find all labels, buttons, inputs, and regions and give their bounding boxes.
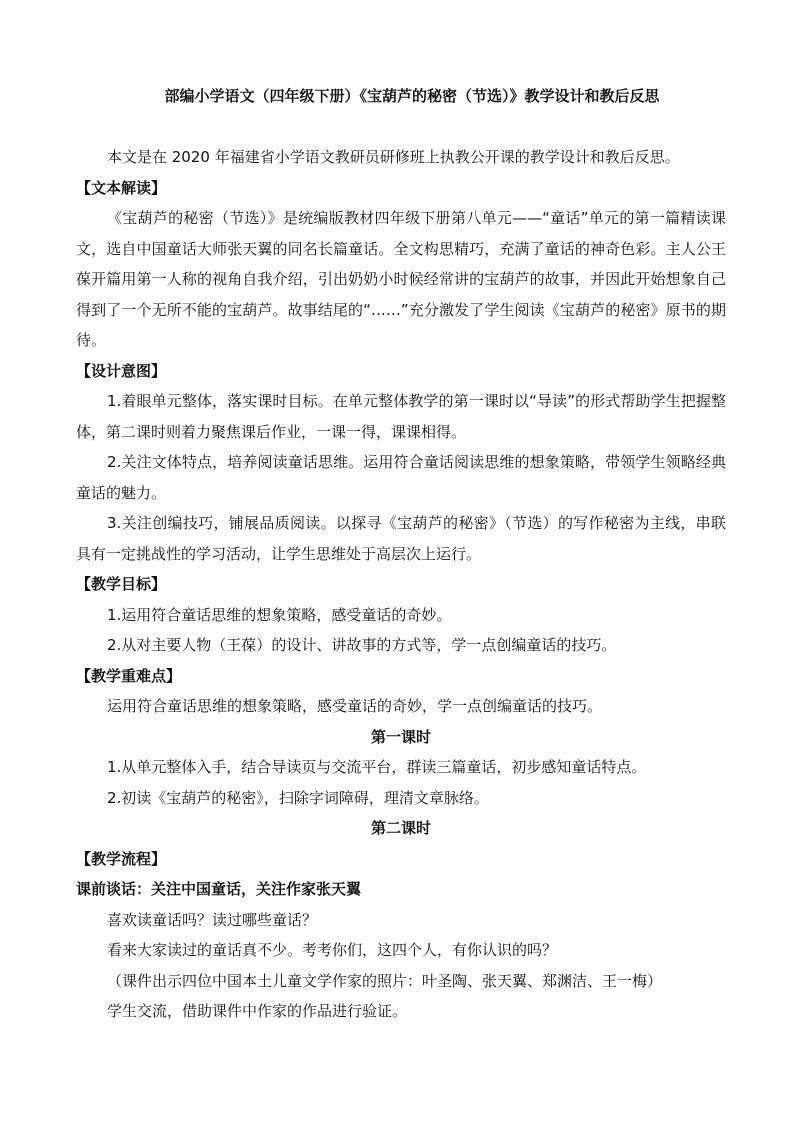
key-points-paragraph: 运用符合童话思维的想象策略，感受童话的奇妙，学一点创编童话的技巧。 — [107, 697, 603, 715]
design-intent-item: 2.关注文体特点，培养阅读童话思维。运用符合童话阅读思维的想象策略，带领学生领略经典童话的魅力。 — [76, 453, 726, 502]
document-body — [76, 142, 726, 1027]
section-heading-design-intent: 【设计意图】 — [76, 361, 167, 380]
section-heading-teaching-process: 【教学流程】 — [76, 849, 167, 868]
teaching-process-line: 喜欢读童话吗？读过哪些童话？ — [107, 910, 318, 929]
teaching-process-line: （课件出示四位中国本土儿童文学作家的照片：叶圣陶、张天翼、郑渊洁、王一梅） — [107, 971, 663, 990]
lesson-one-heading: 第一课时 — [370, 727, 431, 746]
teaching-process-subheading: 课前谈话：关注中国童话，关注作家张天翼 — [76, 880, 362, 898]
teaching-process-line: 看来大家读过的童话真不少。考考你们，这四个人，有你认识的吗？ — [107, 941, 558, 959]
teaching-process-line: 学生交流，借助课件中作家的作品进行验证。 — [107, 1002, 408, 1020]
intro-paragraph: 本文是在 2020 年福建省小学语文教研员研修班上执教公开课的教学设计和教后反思。 — [107, 148, 680, 166]
lesson-two-heading: 第二课时 — [370, 819, 431, 837]
design-intent-item: 3.关注创编技巧，铺展品质阅读。以探寻《宝葫芦的秘密》（节选）的写作秘密为主线，串联具有一定挑战性的学习活动，让学生思维处于高层次上运行。 — [76, 514, 726, 563]
lesson-one-item: 1.从单元整体入手，结合导读页与交流平台，群读三篇童话，初步感知童话特点。 — [107, 758, 647, 776]
document-title: 部编小学语文（四年级下册）《宝葫芦的秘密（节选）》教学设计和教后反思 — [164, 87, 660, 105]
text-reading-paragraph: 《宝葫芦的秘密（节选）》是统编版教材四年级下册第八单元——“童话”单元的第一篇精读课文，选自中国童话大师张天翼的同名长篇童话。全文构思精巧，充满了童话的神奇色彩。主人公王葆开篇用第一人称的视角自我介绍，引出奶奶小时候经常讲的宝葫芦的故事，并因此开始想象自己得到了一个无所不能的宝葫芦。故事结尾的“……”充分激发了学生阅读《宝葫芦的秘密》原书的期待。 — [76, 209, 726, 349]
teaching-goal-item: 2.从对主要人物（王葆）的设计、讲故事的方式等，学一点创编童话的技巧。 — [107, 636, 617, 654]
design-intent-item: 1.着眼单元整体，落实课时目标。在单元整体教学的第一课时以“导读”的形式帮助学生把握整体，第二课时则着力聚焦课后作业，一课一得，课课相得。 — [76, 392, 726, 441]
section-heading-text-reading: 【文本解读】 — [76, 178, 167, 197]
lesson-one-item: 2.初读《宝葫芦的秘密》，扫除字词障碍，理清文章脉络。 — [107, 788, 489, 807]
section-heading-teaching-goals: 【教学目标】 — [76, 575, 167, 593]
section-heading-key-points: 【教学重难点】 — [76, 666, 182, 685]
teaching-goal-item: 1.运用符合童话思维的想象策略，感受童话的奇妙。 — [107, 605, 452, 624]
